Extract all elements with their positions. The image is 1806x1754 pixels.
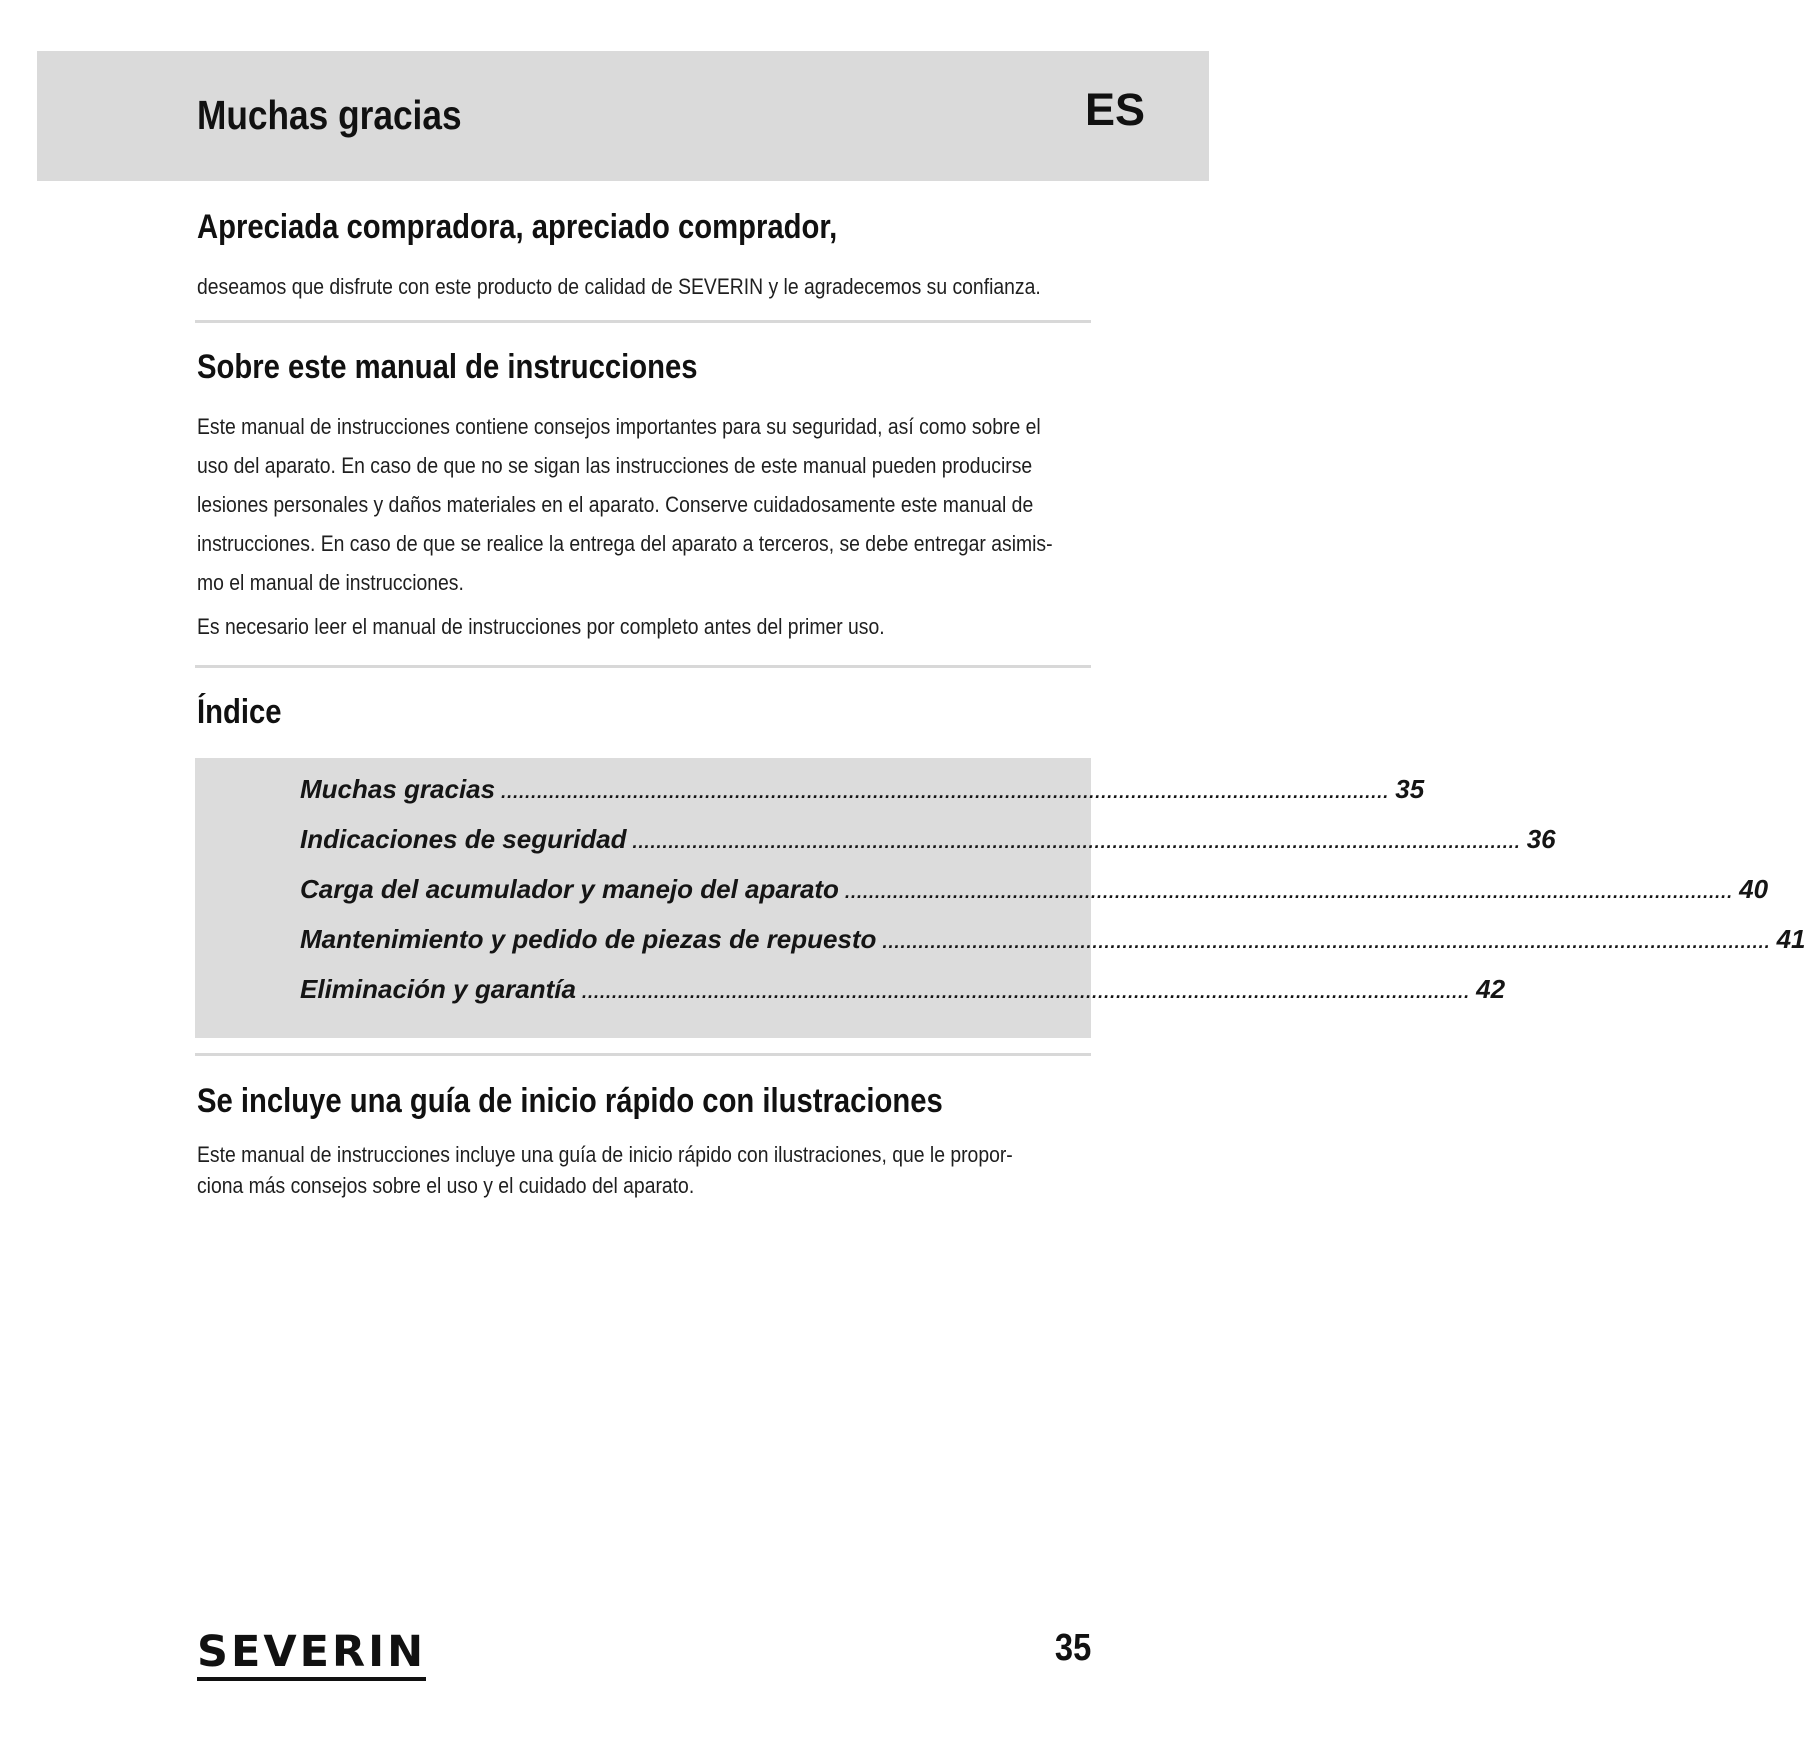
toc-item-label: Eliminación y garantía bbox=[300, 974, 576, 1004]
quickstart-paragraph bbox=[197, 1139, 1091, 1201]
severin-logo: SEVERIN bbox=[197, 1629, 426, 1681]
toc-item-page: 41 bbox=[1776, 924, 1806, 954]
page-title: Muchas gracias bbox=[197, 92, 462, 138]
section-divider bbox=[195, 320, 1091, 323]
toc-leader-dots: .................................................................................................................................................... bbox=[501, 782, 1390, 802]
toc-item-label: Mantenimiento y pedido de piezas de repuesto bbox=[300, 924, 877, 954]
toc-item-page: 36 bbox=[1526, 824, 1556, 854]
language-code: ES bbox=[1084, 84, 1145, 135]
toc-item-label: Indicaciones de seguridad bbox=[300, 824, 627, 854]
page-number: 35 bbox=[1054, 1627, 1091, 1669]
toc-item-label: Carga del acumulador y manejo del aparato bbox=[300, 874, 839, 904]
toc-item-page: 42 bbox=[1476, 974, 1506, 1004]
toc-leader-dots: .................................................................................................................................................... bbox=[882, 932, 1771, 952]
toc-leader-dots: .................................................................................................................................................... bbox=[844, 882, 1734, 902]
toc-item[interactable] bbox=[300, 824, 1556, 864]
toc-item[interactable] bbox=[300, 974, 1506, 1014]
greeting-title: Apreciada compradora, apreciado comprador, bbox=[197, 208, 838, 246]
quickstart-section bbox=[197, 1082, 1091, 1201]
section-divider bbox=[195, 1053, 1091, 1056]
greeting-text: deseamos que disfrute con este producto de calidad de SEVERIN y le agradecemos su confianza. bbox=[197, 274, 1041, 299]
manual-section bbox=[197, 348, 1091, 646]
manual-line: instrucciones. En caso de que se realice la entrega del aparato a terceros, se debe entregar asimis- bbox=[197, 531, 1053, 556]
toc-item[interactable] bbox=[300, 874, 1769, 914]
index-title: Índice bbox=[197, 693, 282, 731]
toc-item-label: Muchas gracias bbox=[300, 774, 496, 804]
table-of-contents bbox=[195, 758, 1806, 1038]
manual-paragraph bbox=[197, 407, 1091, 602]
toc-item[interactable] bbox=[300, 924, 1806, 964]
manual-line: mo el manual de instrucciones. bbox=[197, 570, 464, 595]
quickstart-line: ciona más consejos sobre el uso y el cuidado del aparato. bbox=[197, 1173, 695, 1198]
quickstart-title: Se incluye una guía de inicio rápido con ilustraciones bbox=[197, 1082, 943, 1120]
toc-leader-dots: .................................................................................................................................................... bbox=[581, 982, 1471, 1002]
section-divider bbox=[195, 665, 1091, 668]
toc-leader-dots: .................................................................................................................................................... bbox=[632, 832, 1521, 852]
toc-item-page: 35 bbox=[1395, 774, 1425, 804]
manual-line: lesiones personales y daños materiales en el aparato. Conserve cuidadosamente este manual de bbox=[197, 492, 1034, 517]
quickstart-line: Este manual de instrucciones incluye una guía de inicio rápido con ilustraciones, que le propor- bbox=[197, 1142, 1013, 1167]
toc-item-page: 40 bbox=[1739, 874, 1769, 904]
manual-title: Sobre este manual de instrucciones bbox=[197, 348, 698, 386]
manual-note: Es necesario leer el manual de instrucciones por completo antes del primer uso. bbox=[197, 614, 885, 639]
toc-item[interactable] bbox=[300, 774, 1425, 814]
greeting-section bbox=[197, 208, 1091, 306]
index-section bbox=[197, 693, 1091, 732]
manual-line: uso del aparato. En caso de que no se sigan las instrucciones de este manual pueden producirse bbox=[197, 453, 1033, 478]
manual-line: Este manual de instrucciones contiene consejos importantes para su seguridad, así como sobre el bbox=[197, 414, 1041, 439]
